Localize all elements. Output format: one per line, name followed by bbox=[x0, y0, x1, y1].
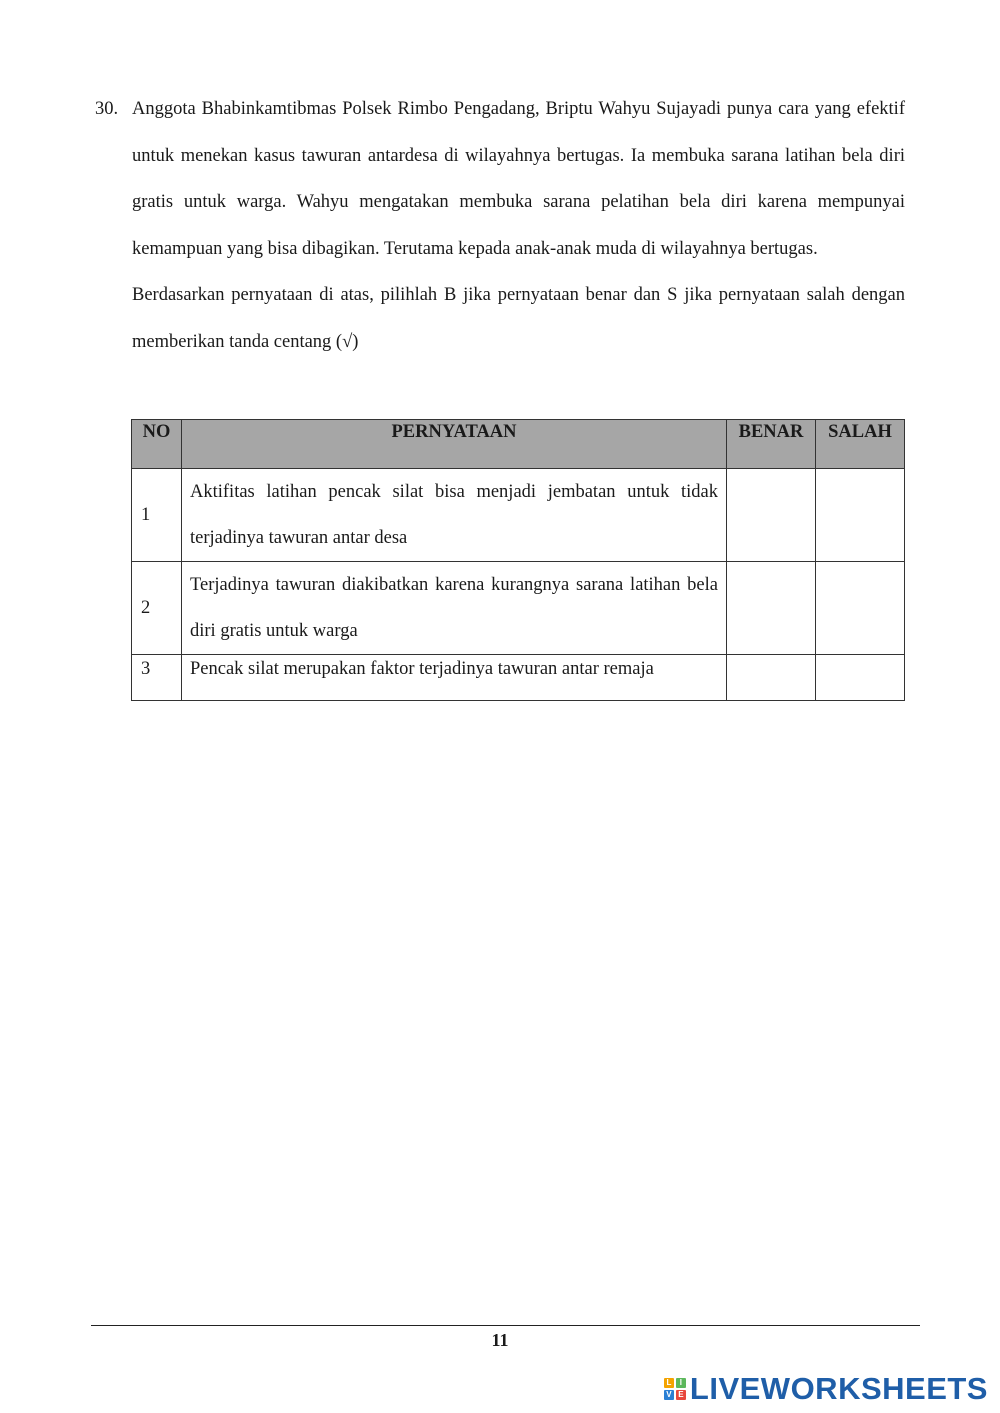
header-false: SALAH bbox=[816, 420, 905, 469]
mark-tile: I bbox=[676, 1378, 686, 1388]
answer-false-cell[interactable] bbox=[816, 562, 905, 655]
row-statement: Pencak silat merupakan faktor terjadinya tawuran antar remaja bbox=[182, 655, 727, 701]
mark-tile: E bbox=[676, 1390, 686, 1400]
page-number: 11 bbox=[491, 1330, 509, 1350]
mark-tile: L bbox=[664, 1378, 674, 1388]
table-row bbox=[132, 655, 905, 701]
answer-false-cell[interactable] bbox=[816, 469, 905, 562]
question-body bbox=[132, 86, 905, 365]
liveworksheets-logo bbox=[664, 1372, 988, 1406]
mark-tile: V bbox=[664, 1390, 674, 1400]
liveworksheets-mark-icon bbox=[664, 1378, 686, 1400]
question-paragraph: Anggota Bhabinkamtibmas Polsek Rimbo Pengadang, Briptu Wahyu Sujayadi punya cara yang efektif untuk menekan kasus tawuran antardesa di wilayahnya bertugas. Ia membuka sarana latihan bela diri gratis untuk warga. Wahyu mengatakan membuka sarana pelatihan bela diri karena mempunyai kemampuan yang bisa dibagikan. Terutama kepada anak-anak muda di wilayahnya bertugas. bbox=[132, 99, 905, 259]
question-instruction: Berdasarkan pernyataan di atas, pilihlah B jika pernyataan benar dan S jika pernyataan salah dengan memberikan tanda centang (√) bbox=[132, 285, 905, 352]
row-number: 1 bbox=[132, 469, 182, 562]
answer-false-cell[interactable] bbox=[816, 655, 905, 701]
row-number: 2 bbox=[132, 562, 182, 655]
liveworksheets-wordmark: LIVEWORKSHEETS bbox=[689, 1371, 988, 1406]
table-row bbox=[132, 469, 905, 562]
question-30 bbox=[95, 86, 905, 365]
row-statement: Aktifitas latihan pencak silat bisa menjadi jembatan untuk tidak terjadinya tawuran antar desa bbox=[182, 469, 727, 562]
header-no: NO bbox=[132, 420, 182, 469]
answer-true-cell[interactable] bbox=[727, 655, 816, 701]
table-header-row bbox=[132, 420, 905, 469]
question-number: 30. bbox=[95, 99, 119, 119]
row-statement: Terjadinya tawuran diakibatkan karena kurangnya sarana latihan bela diri gratis untuk warga bbox=[182, 562, 727, 655]
statement-table bbox=[131, 419, 905, 701]
answer-true-cell[interactable] bbox=[727, 562, 816, 655]
answer-true-cell[interactable] bbox=[727, 469, 816, 562]
row-number: 3 bbox=[132, 655, 182, 701]
footer-divider bbox=[91, 1325, 920, 1326]
table-row bbox=[132, 562, 905, 655]
header-true: BENAR bbox=[727, 420, 816, 469]
header-statement: PERNYATAAN bbox=[182, 420, 727, 469]
